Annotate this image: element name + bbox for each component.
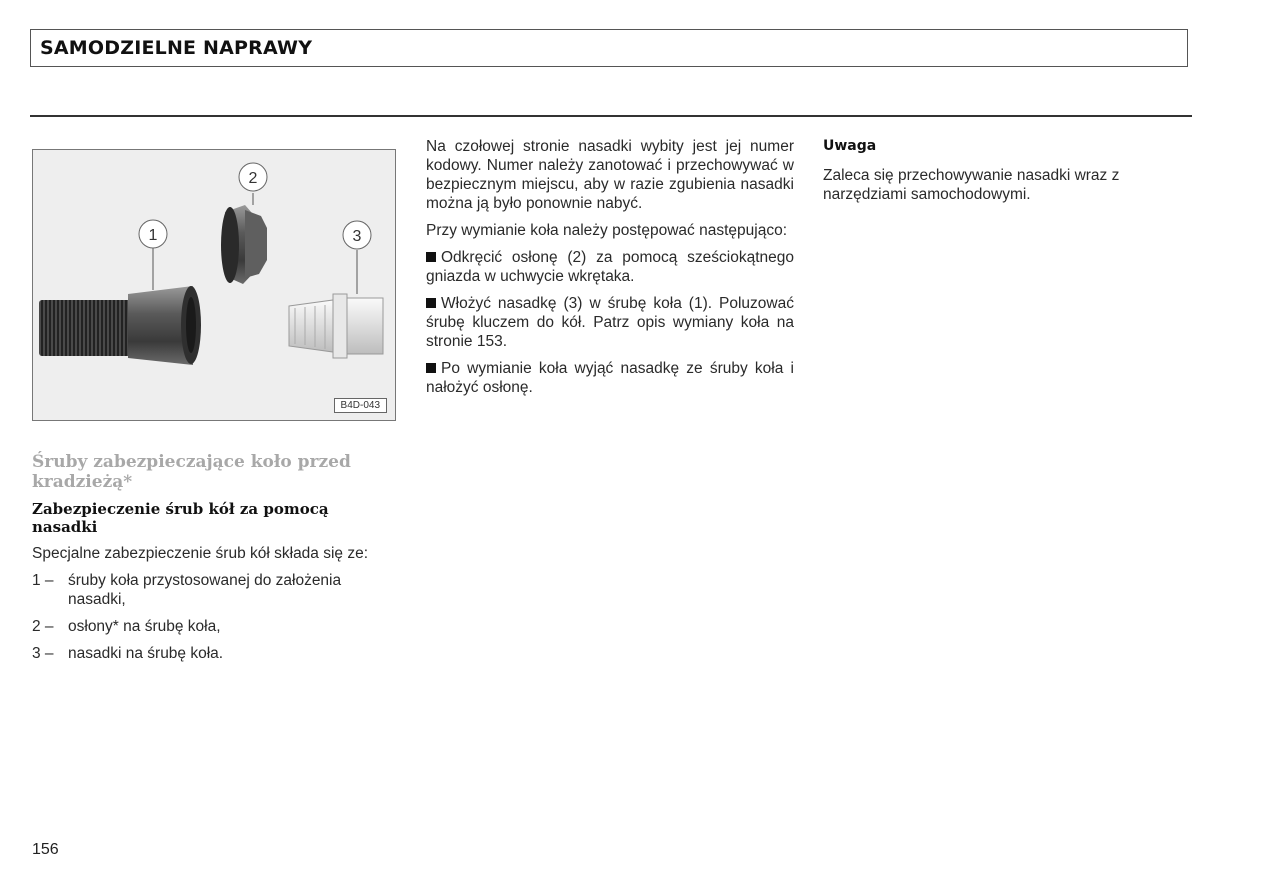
paragraph-code-number: Na czołowej stronie nasadki wybity jest jej numer kodowy. Numer należy zanotować i przechowywać w bezpiecznym miejscu, aby w razie zgubienia nasadki można ją było ponownie nabyć. — [426, 138, 794, 212]
adapter-collar — [333, 294, 347, 358]
list-item — [32, 571, 396, 609]
list-item-number: 1 – — [32, 572, 54, 589]
paragraph-procedure-intro: Przy wymianie koła należy postępować następująco: — [426, 222, 787, 239]
bolt-drawing — [33, 150, 395, 420]
page-header — [30, 29, 1188, 67]
intro-paragraph: Specjalne zabezpieczenie śrub kół składa się ze: — [32, 545, 369, 562]
list-item-number: 3 – — [32, 645, 54, 662]
list-item-text: nasadki na śrubę koła. — [68, 645, 224, 662]
square-bullet-icon — [426, 363, 436, 373]
adapter-sleeve — [343, 298, 383, 354]
step-item — [426, 248, 794, 286]
list-item — [32, 644, 396, 663]
bolt-thread — [39, 300, 131, 356]
callout-1: 1 — [148, 227, 158, 244]
adapter-splines — [289, 300, 333, 352]
step-text: Odkręcić osłonę (2) za pomocą sześciokątnego gniazda w uchwycie wkrętaka. — [426, 249, 794, 285]
note-text: Zaleca się przechowywanie nasadki wraz z narzędziami samochodowymi. — [823, 167, 1120, 203]
note-title: Uwaga — [823, 138, 877, 154]
figure-code: B4D-043 — [334, 398, 387, 413]
bolt-illustration — [32, 149, 396, 421]
list-item — [32, 617, 396, 636]
step-text: Włożyć nasadkę (3) w śrubę koła (1). Poluzować śrubę kluczem do kół. Patrz opis wymiany koła na stronie 153. — [426, 295, 794, 350]
list-item-text: osłony* na śrubę koła, — [68, 618, 221, 635]
list-item-number: 2 – — [32, 618, 54, 635]
square-bullet-icon — [426, 252, 436, 262]
column-right — [823, 137, 1193, 212]
callout-2: 2 — [248, 170, 258, 187]
step-item — [426, 294, 794, 351]
list-item-text: śruby koła przystosowanej do założenia nasadki, — [68, 572, 342, 608]
subsection-title: Zabezpieczenie śrub kół za pomocą nasadki — [32, 500, 329, 536]
column-middle — [426, 137, 794, 405]
step-item — [426, 359, 794, 397]
callout-3: 3 — [352, 228, 362, 245]
page-number: 156 — [32, 841, 59, 858]
column-left — [32, 452, 396, 671]
horizontal-rule — [30, 115, 1192, 117]
square-bullet-icon — [426, 298, 436, 308]
step-text: Po wymianie koła wyjąć nasadkę ze śruby koła i nałożyć osłonę. — [426, 360, 794, 396]
page-title: SAMODZIELNE NAPRAWY — [40, 37, 313, 59]
section-title: Śruby zabezpieczające koło przed kradzieżą* — [32, 452, 351, 492]
